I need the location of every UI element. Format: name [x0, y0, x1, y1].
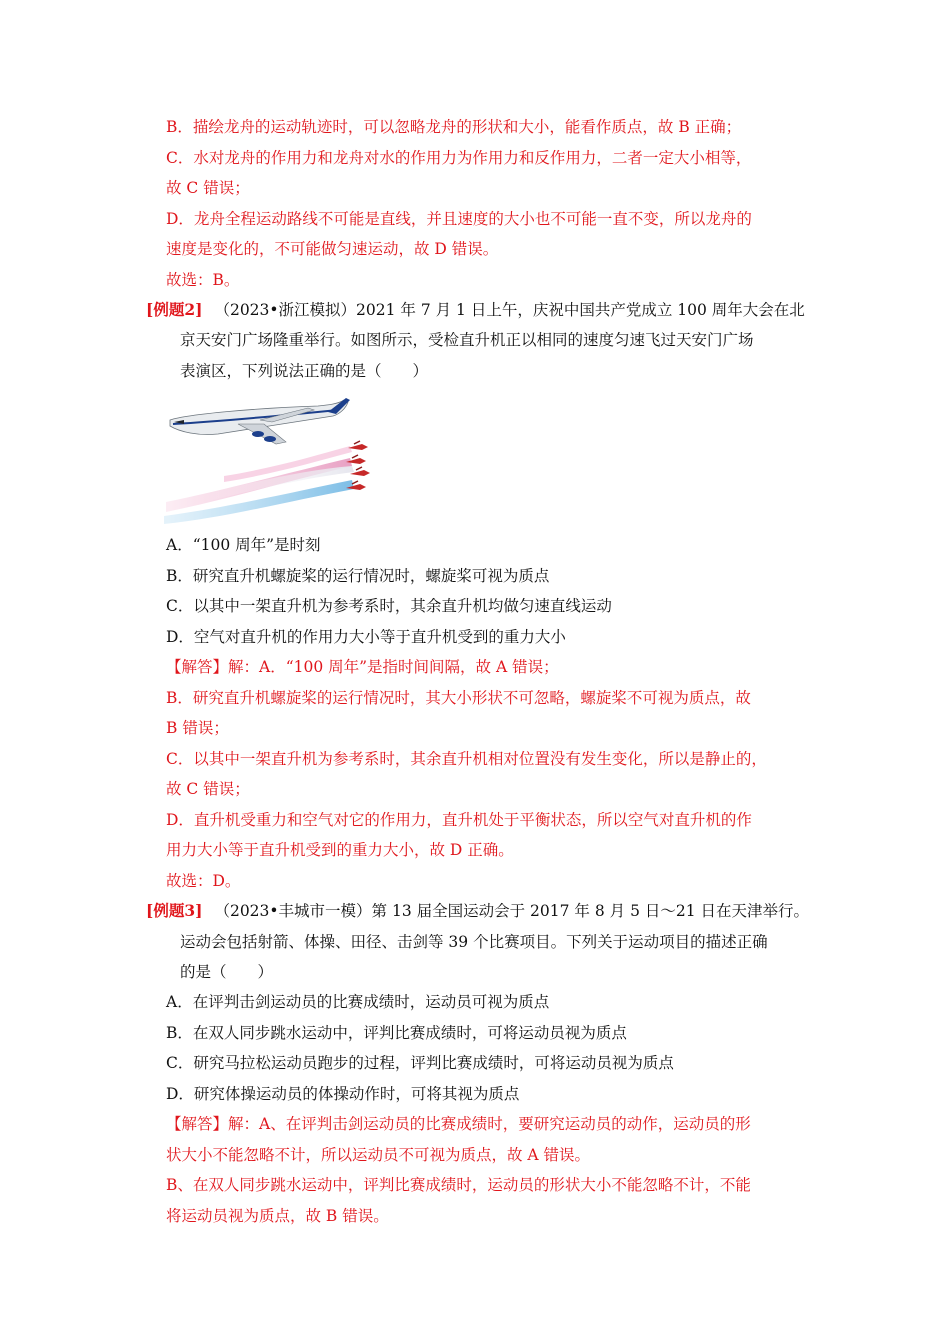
airshow-figure — [164, 394, 384, 524]
example2-stem-line3: 表演区，下列说法正确的是（ ） — [180, 362, 429, 380]
example3-answer-a-line2: 状大小不能忽略不计，所以运动员不可视为质点，故 A 错误。 — [166, 1146, 591, 1164]
prev-answer-d-line1: D．龙舟全程运动路线不可能是直线，并且速度的大小也不可能一直不变，所以龙舟的 — [166, 210, 752, 228]
prev-answer-c-line2: 故 C 错误； — [166, 179, 250, 197]
example2-answer-b-line2: B 错误； — [166, 719, 229, 737]
example2-answer-d-line1: D．直升机受重力和空气对它的作用力，直升机处于平衡状态，所以空气对直升机的作 — [166, 811, 752, 829]
example2-answer-choose: 故选：D。 — [166, 872, 241, 890]
example2-option-b: B．研究直升机螺旋桨的运行情况时，螺旋桨可视为质点 — [166, 567, 550, 585]
example2-option-d: D．空气对直升机的作用力大小等于直升机受到的重力大小 — [166, 628, 566, 646]
example2-option-c: C．以其中一架直升机为参考系时，其余直升机均做匀速直线运动 — [166, 597, 612, 615]
example2-answer-d-line2: 用力大小等于直升机受到的重力大小，故 D 正确。 — [166, 841, 514, 859]
example3-option-c: C．研究马拉松运动员跑步的过程，评判比赛成绩时，可将运动员视为质点 — [166, 1054, 674, 1072]
prev-answer-c-line1: C．水对龙舟的作用力和龙舟对水的作用力为作用力和反作用力，二者一定大小相等， — [166, 149, 752, 167]
example3-option-b: B．在双人同步跳水运动中，评判比赛成绩时，可将运动员视为质点 — [166, 1024, 627, 1042]
example3-stem1: （2023•丰城市一模）第 13 届全国运动会于 2017 年 8 月 5 日～21 日在天津举行。 — [214, 902, 810, 920]
example2-option-a: A．“100 周年”是时刻 — [166, 536, 321, 554]
prev-answer-b: B．描绘龙舟的运动轨迹时，可以忽略龙舟的形状和大小，能看作质点，故 B 正确； — [166, 118, 742, 136]
example3-tag: [例题3] — [146, 901, 203, 920]
example3-stem-line1 — [146, 901, 809, 921]
example2-answer-a: 【解答】解：A．“100 周年”是指时间间隔，故 A 错误； — [166, 658, 559, 676]
example3-answer-b-line2: 将运动员视为质点，故 B 错误。 — [166, 1207, 389, 1225]
example3-stem-line2: 运动会包括射箭、体操、田径、击剑等 39 个比赛项目。下列关于运动项目的描述正确 — [180, 933, 768, 951]
prev-answer-choose: 故选：B。 — [166, 271, 240, 289]
example2-answer-b-line1: B．研究直升机螺旋桨的运行情况时，其大小形状不可忽略，螺旋桨不可视为质点，故 — [166, 689, 751, 707]
example3-answer-a-line1: 【解答】解：A、在评判击剑运动员的比赛成绩时，要研究运动员的动作，运动员的形 — [166, 1115, 751, 1133]
example3-option-d: D．研究体操运动员的体操动作时，可将其视为质点 — [166, 1085, 520, 1103]
helicopter-1 — [348, 441, 368, 450]
example3-stem-line3: 的是（ ） — [180, 963, 274, 981]
example2-stem-line1 — [146, 300, 805, 320]
example2-answer-c-line1: C．以其中一架直升机为参考系时，其余直升机相对位置没有发生变化，所以是静止的， — [166, 750, 767, 768]
airliner — [170, 398, 350, 444]
example2-stem-line2: 京天安门广场隆重举行。如图所示，受检直升机正以相同的速度匀速飞过天安门广场 — [180, 331, 754, 349]
example2-answer-c-line2: 故 C 错误； — [166, 780, 250, 798]
prev-answer-d-line2: 速度是变化的，不可能做匀速运动，故 D 错误。 — [166, 240, 499, 258]
example2-stem1: （2023•浙江模拟）2021 年 7 月 1 日上午，庆祝中国共产党成立 100 周年大会在北 — [214, 301, 805, 319]
example3-option-a: A．在评判击剑运动员的比赛成绩时，运动员可视为质点 — [166, 993, 550, 1011]
example2-tag: [例题2] — [146, 300, 203, 319]
example3-answer-b-line1: B、在双人同步跳水运动中，评判比赛成绩时，运动员的形状大小不能忽略不计，不能 — [166, 1176, 751, 1194]
